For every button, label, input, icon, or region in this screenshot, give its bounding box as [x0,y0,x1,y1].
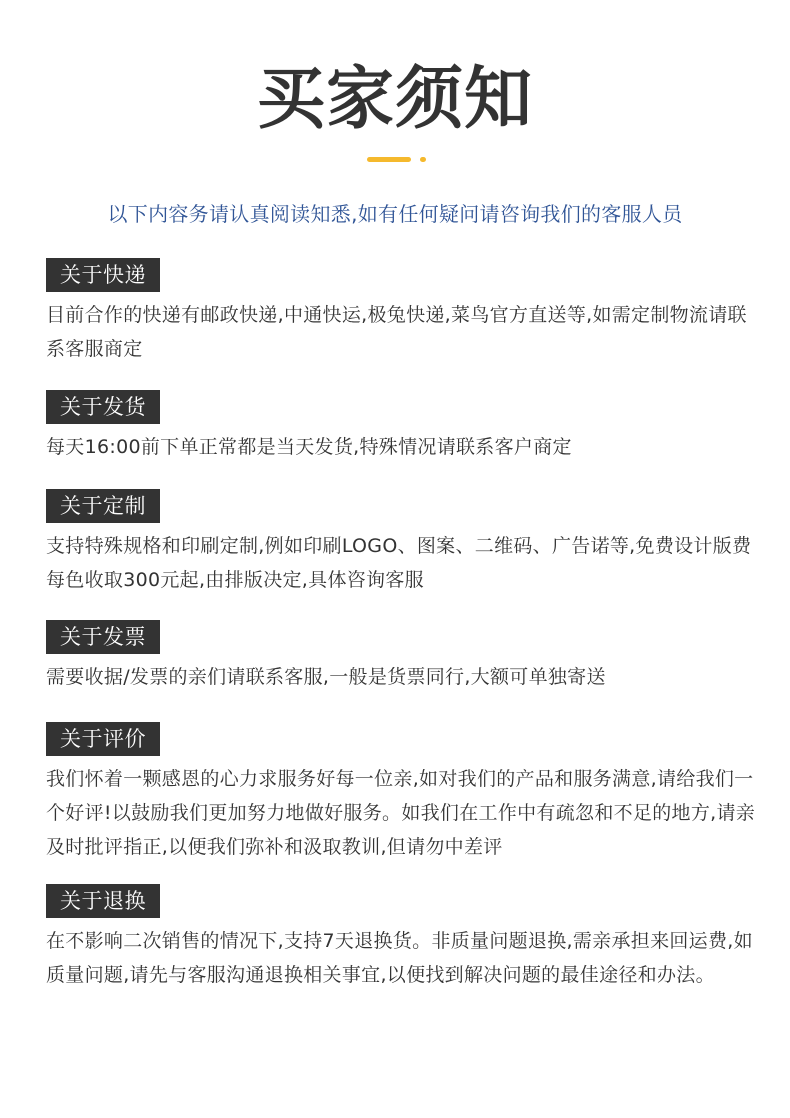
section-delivery [46,258,756,366]
section-tag-returns: 关于退换 [46,884,160,918]
section-tag-delivery: 关于快递 [46,258,160,292]
section-text-invoice: 需要收据/发票的亲们请联系客服,一般是货票同行,大额可单独寄送 [46,666,606,688]
title-underline-bar [367,157,411,162]
section-returns [46,884,756,992]
section-text-customization: 支持特殊规格和印刷定制,例如印刷LOGO、图案、二维码、广告诺等,免费设计版费每色收取300元起,由排版决定,具体咨询客服 [46,535,752,591]
page-title: 买家须知 [256,60,533,139]
section-shipping [46,390,756,464]
title-decoration [367,157,431,163]
section-tag-invoice: 关于发票 [46,620,160,654]
section-review [46,722,756,864]
notice-subtitle: 以下内容务请认真阅读知悉,如有任何疑问请咨询我们的客服人员 [107,202,683,226]
section-tag-shipping: 关于发货 [46,390,160,424]
section-invoice [46,620,756,694]
section-text-delivery: 目前合作的快递有邮政快递,中通快运,极兔快递,菜鸟官方直送等,如需定制物流请联系客服商定 [46,304,747,360]
title-underline-dot [420,157,426,162]
section-tag-review: 关于评价 [46,722,160,756]
section-text-review: 我们怀着一颗感恩的心力求服务好每一位亲,如对我们的产品和服务满意,请给我们一个好评!以鼓励我们更加努力地做好服务。如我们在工作中有疏忽和不足的地方,请亲及时批评指正,以便我们弥补和汲取教训,但请勿中差评 [46,768,756,858]
section-text-returns: 在不影响二次销售的情况下,支持7天退换货。非质量问题退换,需亲承担来回运费,如质量问题,请先与客服沟通退换相关事宜,以便找到解决问题的最佳途径和办法。 [46,930,753,986]
section-tag-customization: 关于定制 [46,489,160,523]
section-customization [46,489,756,597]
section-text-shipping: 每天16:00前下单正常都是当天发货,特殊情况请联系客户商定 [46,436,572,458]
